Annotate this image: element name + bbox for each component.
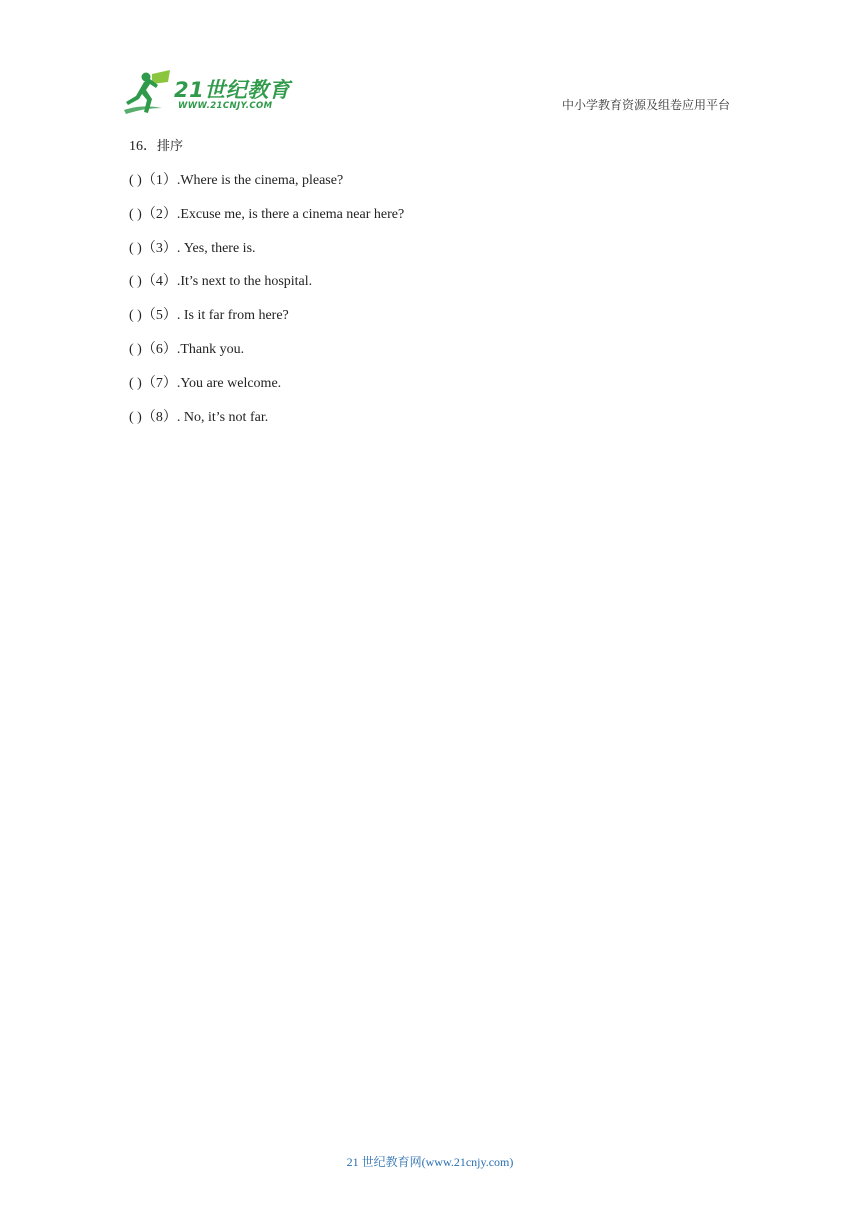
page-footer[interactable]: 21 世纪教育网(www.21cnjy.com) — [346, 1155, 514, 1169]
question-title — [129, 137, 749, 157]
question-block — [129, 137, 749, 441]
item-text: .Excuse me, is there a cinema near here? — [176, 206, 405, 222]
answer-blank[interactable]: ( ) — [129, 341, 142, 357]
item-text: . No, it’s not far. — [176, 409, 269, 425]
answer-blank[interactable]: ( ) — [129, 409, 142, 425]
item-label: （3） — [141, 240, 177, 256]
list-item — [129, 239, 749, 259]
item-label: （6） — [141, 341, 177, 357]
answer-blank[interactable]: ( ) — [129, 375, 142, 391]
item-label: （5） — [141, 308, 177, 324]
list-item — [129, 340, 749, 360]
item-label: （2） — [141, 206, 177, 222]
logo-url: WWW.21CNJY.COM — [178, 101, 273, 111]
answer-blank[interactable]: ( ) — [129, 173, 142, 188]
list-item — [129, 171, 749, 191]
item-text: .It’s next to the hospital. — [176, 274, 313, 290]
list-item — [129, 205, 749, 225]
list-item — [129, 408, 749, 428]
logo — [122, 68, 292, 118]
item-label: （1） — [141, 173, 177, 188]
question-instruction: 排序 — [157, 139, 184, 154]
answer-blank[interactable]: ( ) — [129, 206, 142, 222]
answer-blank[interactable]: ( ) — [129, 240, 142, 256]
header-tagline: 中小学教育资源及组卷应用平台 — [561, 98, 730, 112]
page-header — [0, 0, 860, 125]
list-item — [129, 272, 749, 292]
logo-title: 21世纪教育 — [174, 78, 291, 102]
runner-logo-icon — [122, 68, 182, 118]
answer-blank[interactable]: ( ) — [129, 308, 142, 324]
item-text: . Is it far from here? — [176, 308, 289, 324]
item-text: .You are welcome. — [176, 375, 282, 391]
answer-blank[interactable]: ( ) — [129, 274, 142, 290]
item-label: （7） — [141, 375, 177, 391]
list-item — [129, 306, 749, 326]
item-label: （4） — [141, 274, 177, 290]
item-label: （8） — [141, 409, 177, 425]
question-number: 16． — [129, 139, 157, 154]
list-item — [129, 374, 749, 394]
item-text: .Where is the cinema, please? — [176, 173, 344, 188]
item-text: . Yes, there is. — [176, 240, 256, 256]
item-text: .Thank you. — [176, 341, 245, 357]
